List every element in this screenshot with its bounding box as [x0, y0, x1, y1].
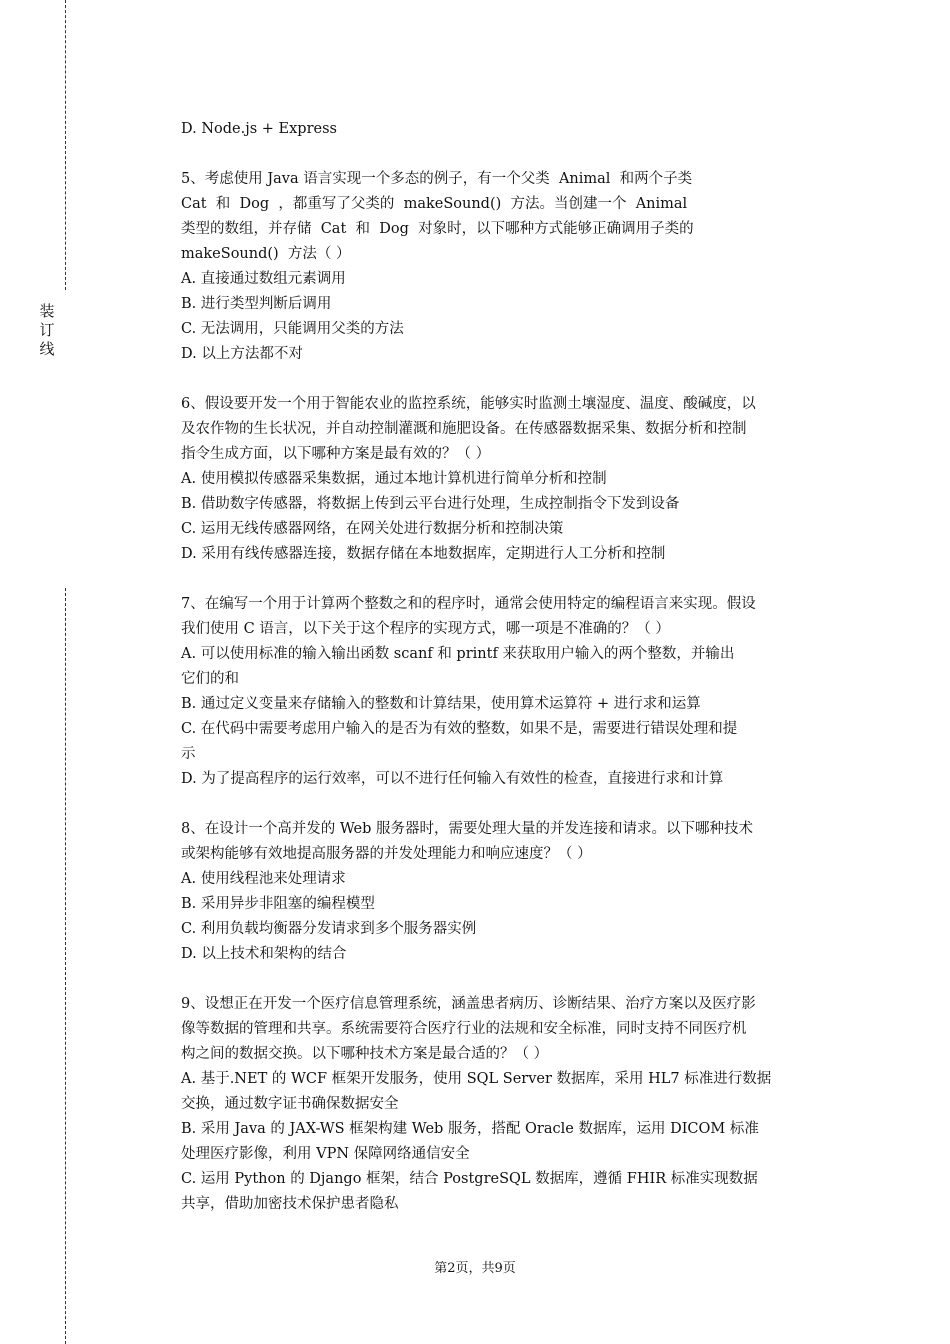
- question-stem-line: 或架构能够有效地提高服务器的并发处理能力和响应速度？（ ）: [181, 846, 592, 862]
- question-stem-line: 5、考虑使用 Java 语言实现一个多态的例子，有一个父类 Animal 和两个子类: [181, 171, 693, 187]
- question-8: [181, 817, 841, 967]
- question-5: [181, 167, 841, 367]
- question-stem-line: 构之间的数据交换。以下哪种技术方案是最合适的？（ ）: [181, 1046, 549, 1062]
- option-b-cont: 处理医疗影像，利用 VPN 保障网络通信安全: [181, 1146, 470, 1162]
- option-c-cont: 示: [181, 746, 196, 762]
- option-c: C. 利用负载均衡器分发请求到多个服务器实例: [181, 921, 477, 937]
- question-stem-line: 我们使用 C 语言，以下关于这个程序的实现方式，哪一项是不准确的？（ ）: [181, 621, 670, 637]
- option-a: A. 使用模拟传感器采集数据，通过本地计算机进行简单分析和控制: [181, 471, 607, 487]
- question-stem-line: 9、设想正在开发一个医疗信息管理系统，涵盖患者病历、诊断结果、治疗方案以及医疗影: [181, 996, 756, 1012]
- question-stem-line: 6、假设要开发一个用于智能农业的监控系统，能够实时监测土壤湿度、温度、酸碱度，以: [181, 396, 756, 412]
- option-b: B. 采用异步非阻塞的编程模型: [181, 896, 375, 912]
- binding-char: 装: [39, 302, 55, 320]
- question-7: [181, 592, 841, 792]
- option-b: B. 借助数字传感器，将数据上传到云平台进行处理，生成控制指令下发到设备: [181, 496, 680, 512]
- question-stem-line: 8、在设计一个高并发的 Web 服务器时，需要处理大量的并发连接和请求。以下哪种技术: [181, 821, 754, 837]
- question-stem-line: 像等数据的管理和共享。系统需要符合医疗行业的法规和安全标准，同时支持不同医疗机: [181, 1021, 747, 1037]
- option-c: C. 在代码中需要考虑用户输入的是否为有效的整数，如果不是，需要进行错误处理和提: [181, 721, 738, 737]
- page-footer: 第2页，共9页: [434, 1261, 516, 1276]
- option-d: D. 以上方法都不对: [181, 346, 303, 362]
- binding-line-bottom: [65, 588, 66, 1344]
- option-a: A. 直接通过数组元素调用: [181, 271, 346, 287]
- option-b: B. 通过定义变量来存储输入的整数和计算结果，使用算术运算符 + 进行求和运算: [181, 696, 701, 712]
- question-stem-line: 类型的数组，并存储 Cat 和 Dog 对象时，以下哪种方式能够正确调用子类的: [181, 221, 694, 237]
- option-c: C. 运用 Python 的 Django 框架，结合 PostgreSQL 数据库，遵循 FHIR 标准实现数据: [181, 1171, 758, 1187]
- option-c: C. 无法调用，只能调用父类的方法: [181, 321, 404, 337]
- binding-char: 订: [39, 321, 55, 339]
- option-b: B. 采用 Java 的 JAX-WS 框架构建 Web 服务，搭配 Oracle 数据库，运用 DICOM 标准: [181, 1121, 759, 1137]
- question-stem-line: makeSound() 方法（ ）: [181, 246, 351, 262]
- option-a: A. 基于.NET 的 WCF 框架开发服务，使用 SQL Server 数据库，采用 HL7 标准进行数据: [181, 1071, 772, 1087]
- exam-content: [181, 117, 841, 1217]
- option-c: C. 运用无线传感器网络，在网关处进行数据分析和控制决策: [181, 521, 564, 537]
- question-stem-line: 及农作物的生长状况，并自动控制灌溉和施肥设备。在传感器数据采集、数据分析和控制: [181, 421, 747, 437]
- binding-label: [36, 302, 58, 359]
- option-d: D. 采用有线传感器连接，数据存储在本地数据库，定期进行人工分析和控制: [181, 546, 666, 562]
- question-stem-line: 指令生成方面，以下哪种方案是最有效的？（ ）: [181, 446, 491, 462]
- question-stem-line: Cat 和 Dog ，都重写了父类的 makeSound() 方法。当创建一个 Animal: [181, 196, 688, 212]
- option-a: A. 使用线程池来处理请求: [181, 871, 346, 887]
- option-a-cont: 交换，通过数字证书确保数据安全: [181, 1096, 399, 1112]
- option-a-cont: 它们的和: [181, 671, 239, 687]
- option-c-cont: 共享，借助加密技术保护患者隐私: [181, 1196, 399, 1212]
- question-stem-line: 7、在编写一个用于计算两个整数之和的程序时，通常会使用特定的编程语言来实现。假设: [181, 596, 756, 612]
- question-9: [181, 992, 841, 1217]
- option-b: B. 进行类型判断后调用: [181, 296, 332, 312]
- question-6: [181, 392, 841, 567]
- option-d: D. 以上技术和架构的结合: [181, 946, 347, 962]
- prev-option: D. Node.js + Express: [181, 121, 337, 137]
- binding-char: 线: [39, 340, 55, 358]
- option-d: D. 为了提高程序的运行效率，可以不进行任何输入有效性的检查，直接进行求和计算: [181, 771, 724, 787]
- option-a: A. 可以使用标准的输入输出函数 scanf 和 printf 来获取用户输入的两个整数，并输出: [181, 646, 735, 662]
- binding-line-top: [65, 0, 66, 290]
